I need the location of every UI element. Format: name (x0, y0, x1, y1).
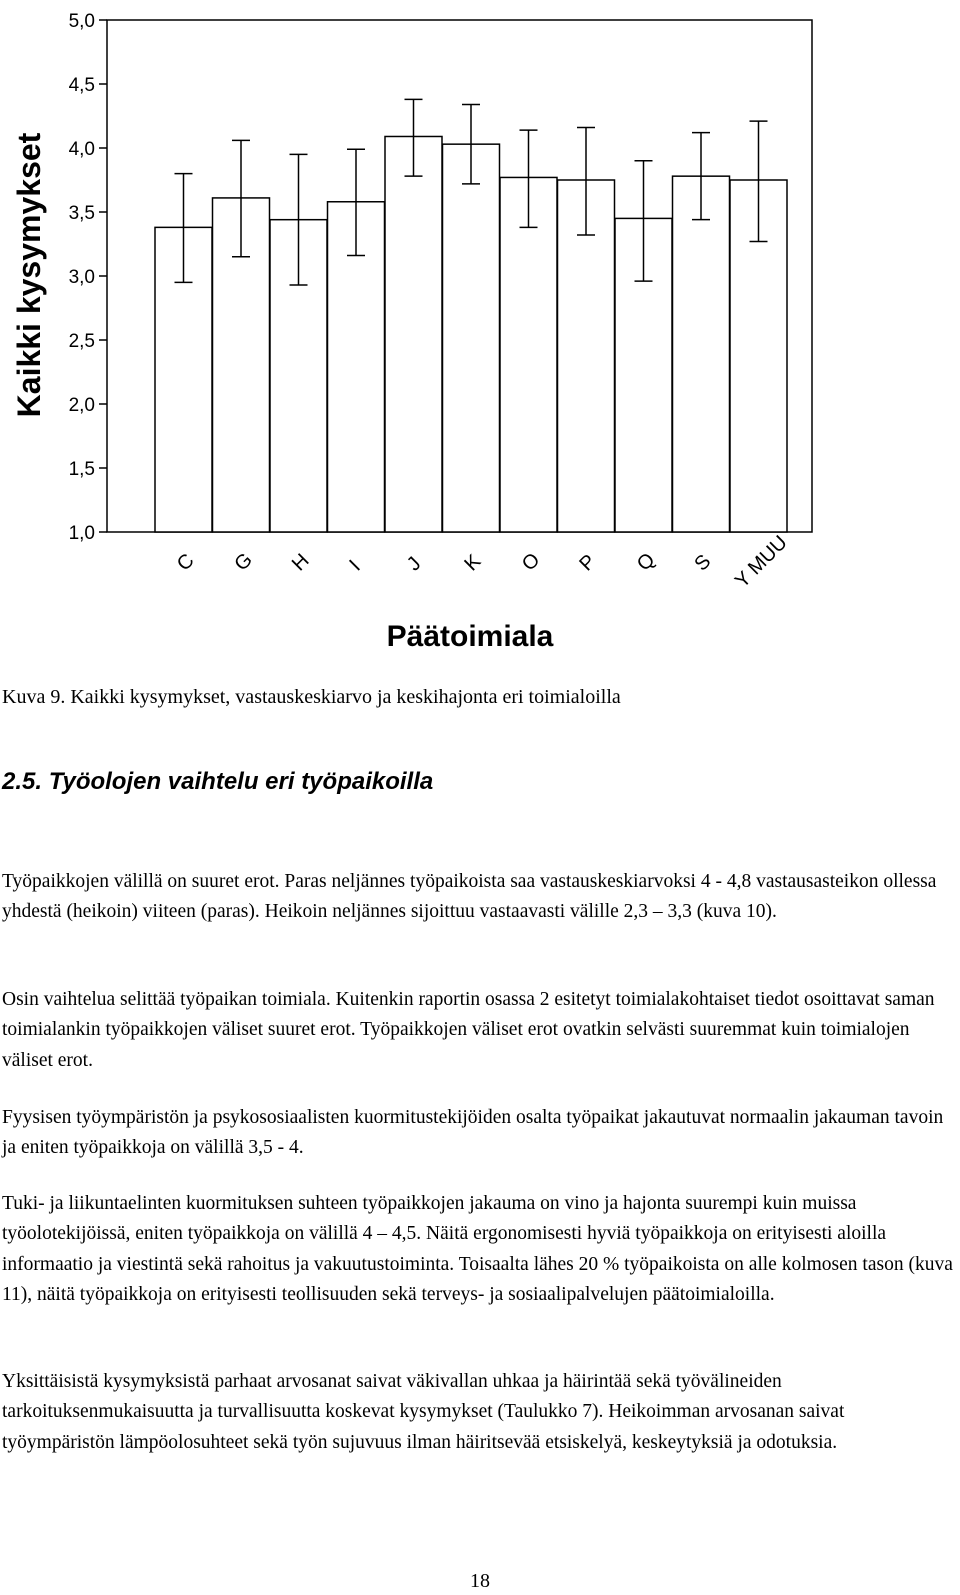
y-tick-label: 3,5 (68, 203, 95, 224)
y-tick-label: 1,5 (68, 459, 95, 480)
y-tick-label: 4,0 (68, 139, 95, 160)
bar-j (385, 136, 442, 532)
x-tick-label: Q (632, 548, 660, 576)
paragraph-2: Osin vaihtelua selittää työpaikan toimiala. Kuitenkin raportin osassa 2 esitetyt toimialakohtaiset tiedot osoittavat saman toimialankin työpaikkojen väliset suuret erot. Työpaikkojen väliset erot ovatkin selvästi suuremmat kuin toimialojen väliset erot. (2, 989, 935, 1071)
paragraph-3: Fyysisen työympäristön ja psykososiaalisten kuormitustekijöiden osalta työpaikat jakautuvat normaalin jakauman tavoin ja eniten työpaikkoja on välillä 3,5 - 4. (2, 1107, 944, 1159)
y-tick-label: 2,0 (68, 395, 95, 416)
y-tick-label: 4,5 (68, 75, 95, 96)
x-tick-label: G (230, 548, 257, 576)
y-tick-label: 3,0 (68, 267, 95, 288)
figure-caption: Kuva 9. Kaikki kysymykset, vastauskeskiarvo ja keskihajonta eri toimialoilla (2, 686, 621, 708)
section-heading: 2.5. Työolojen vaihtelu eri työpaikoilla (2, 768, 434, 795)
x-tick-label: C (172, 549, 199, 576)
y-tick-label: 2,5 (68, 331, 95, 352)
x-tick-label: S (690, 550, 716, 576)
bar-o (500, 177, 557, 532)
page-number: 18 (470, 1570, 490, 1592)
x-tick-label: O (517, 548, 545, 576)
x-tick-label: H (287, 549, 314, 576)
x-tick-label: J (402, 552, 426, 576)
paragraph-5: Yksittäisistä kysymyksistä parhaat arvosanat saivat väkivallan uhkaa ja häirintää sekä työvälineiden tarkoituksenmukaisuutta ja turvallisuutta koskevat kysymykset (Taulukko 7). Heikoimman arvosanan saivat työympäristön lämpöolosuhteet sekä työn sujuvuus ilman häiritsevää etsiskelyä, keskeytyksiä ja odotuksia. (2, 1371, 845, 1453)
y-tick-label: 5,0 (68, 11, 95, 32)
bar-chart (0, 0, 960, 670)
x-tick-label: I (345, 555, 365, 576)
x-tick-label: K (460, 550, 486, 576)
bar-s (673, 176, 730, 532)
paragraph-1: Työpaikkojen välillä on suuret erot. Paras neljännes työpaikoista saa vastauskeskiarvoksi 4 - 4,8 vastausasteikon ollessa yhdestä (heikoin) viiteen (paras). Heikoin neljännes sijoittuu vastaavasti välille 2,3 – 3,3 (kuva 10). (2, 871, 937, 923)
plot-area (69, 11, 812, 592)
x-tick-label: Y MUU (730, 531, 792, 593)
bar-k (443, 144, 500, 532)
x-tick-label: P (575, 550, 601, 576)
paragraph-4: Tuki- ja liikuntaelinten kuormituksen suhteen työpaikkojen jakauma on vino ja hajonta suurempi kuin muissa työolotekijöissä, eniten työpaikkoja on välillä 4 – 4,5. Näitä ergonomisesti hyviä työpaikkoja on erityisesti aloilla informaatio ja viestintä sekä rahoitus ja vakuutustoiminta. Toisaalta lähes 20 % työpaikoista on alle kolmosen tason (kuva 11), näitä työpaikkoja on erityisesti teollisuuden sekä terveys- ja sosiaalipalvelujen päätoimialoilla. (2, 1193, 953, 1305)
y-axis-label: Kaikki kysymykset (11, 132, 47, 418)
y-tick-label: 1,0 (68, 523, 95, 544)
x-axis-label: Päätoimiala (386, 620, 554, 653)
